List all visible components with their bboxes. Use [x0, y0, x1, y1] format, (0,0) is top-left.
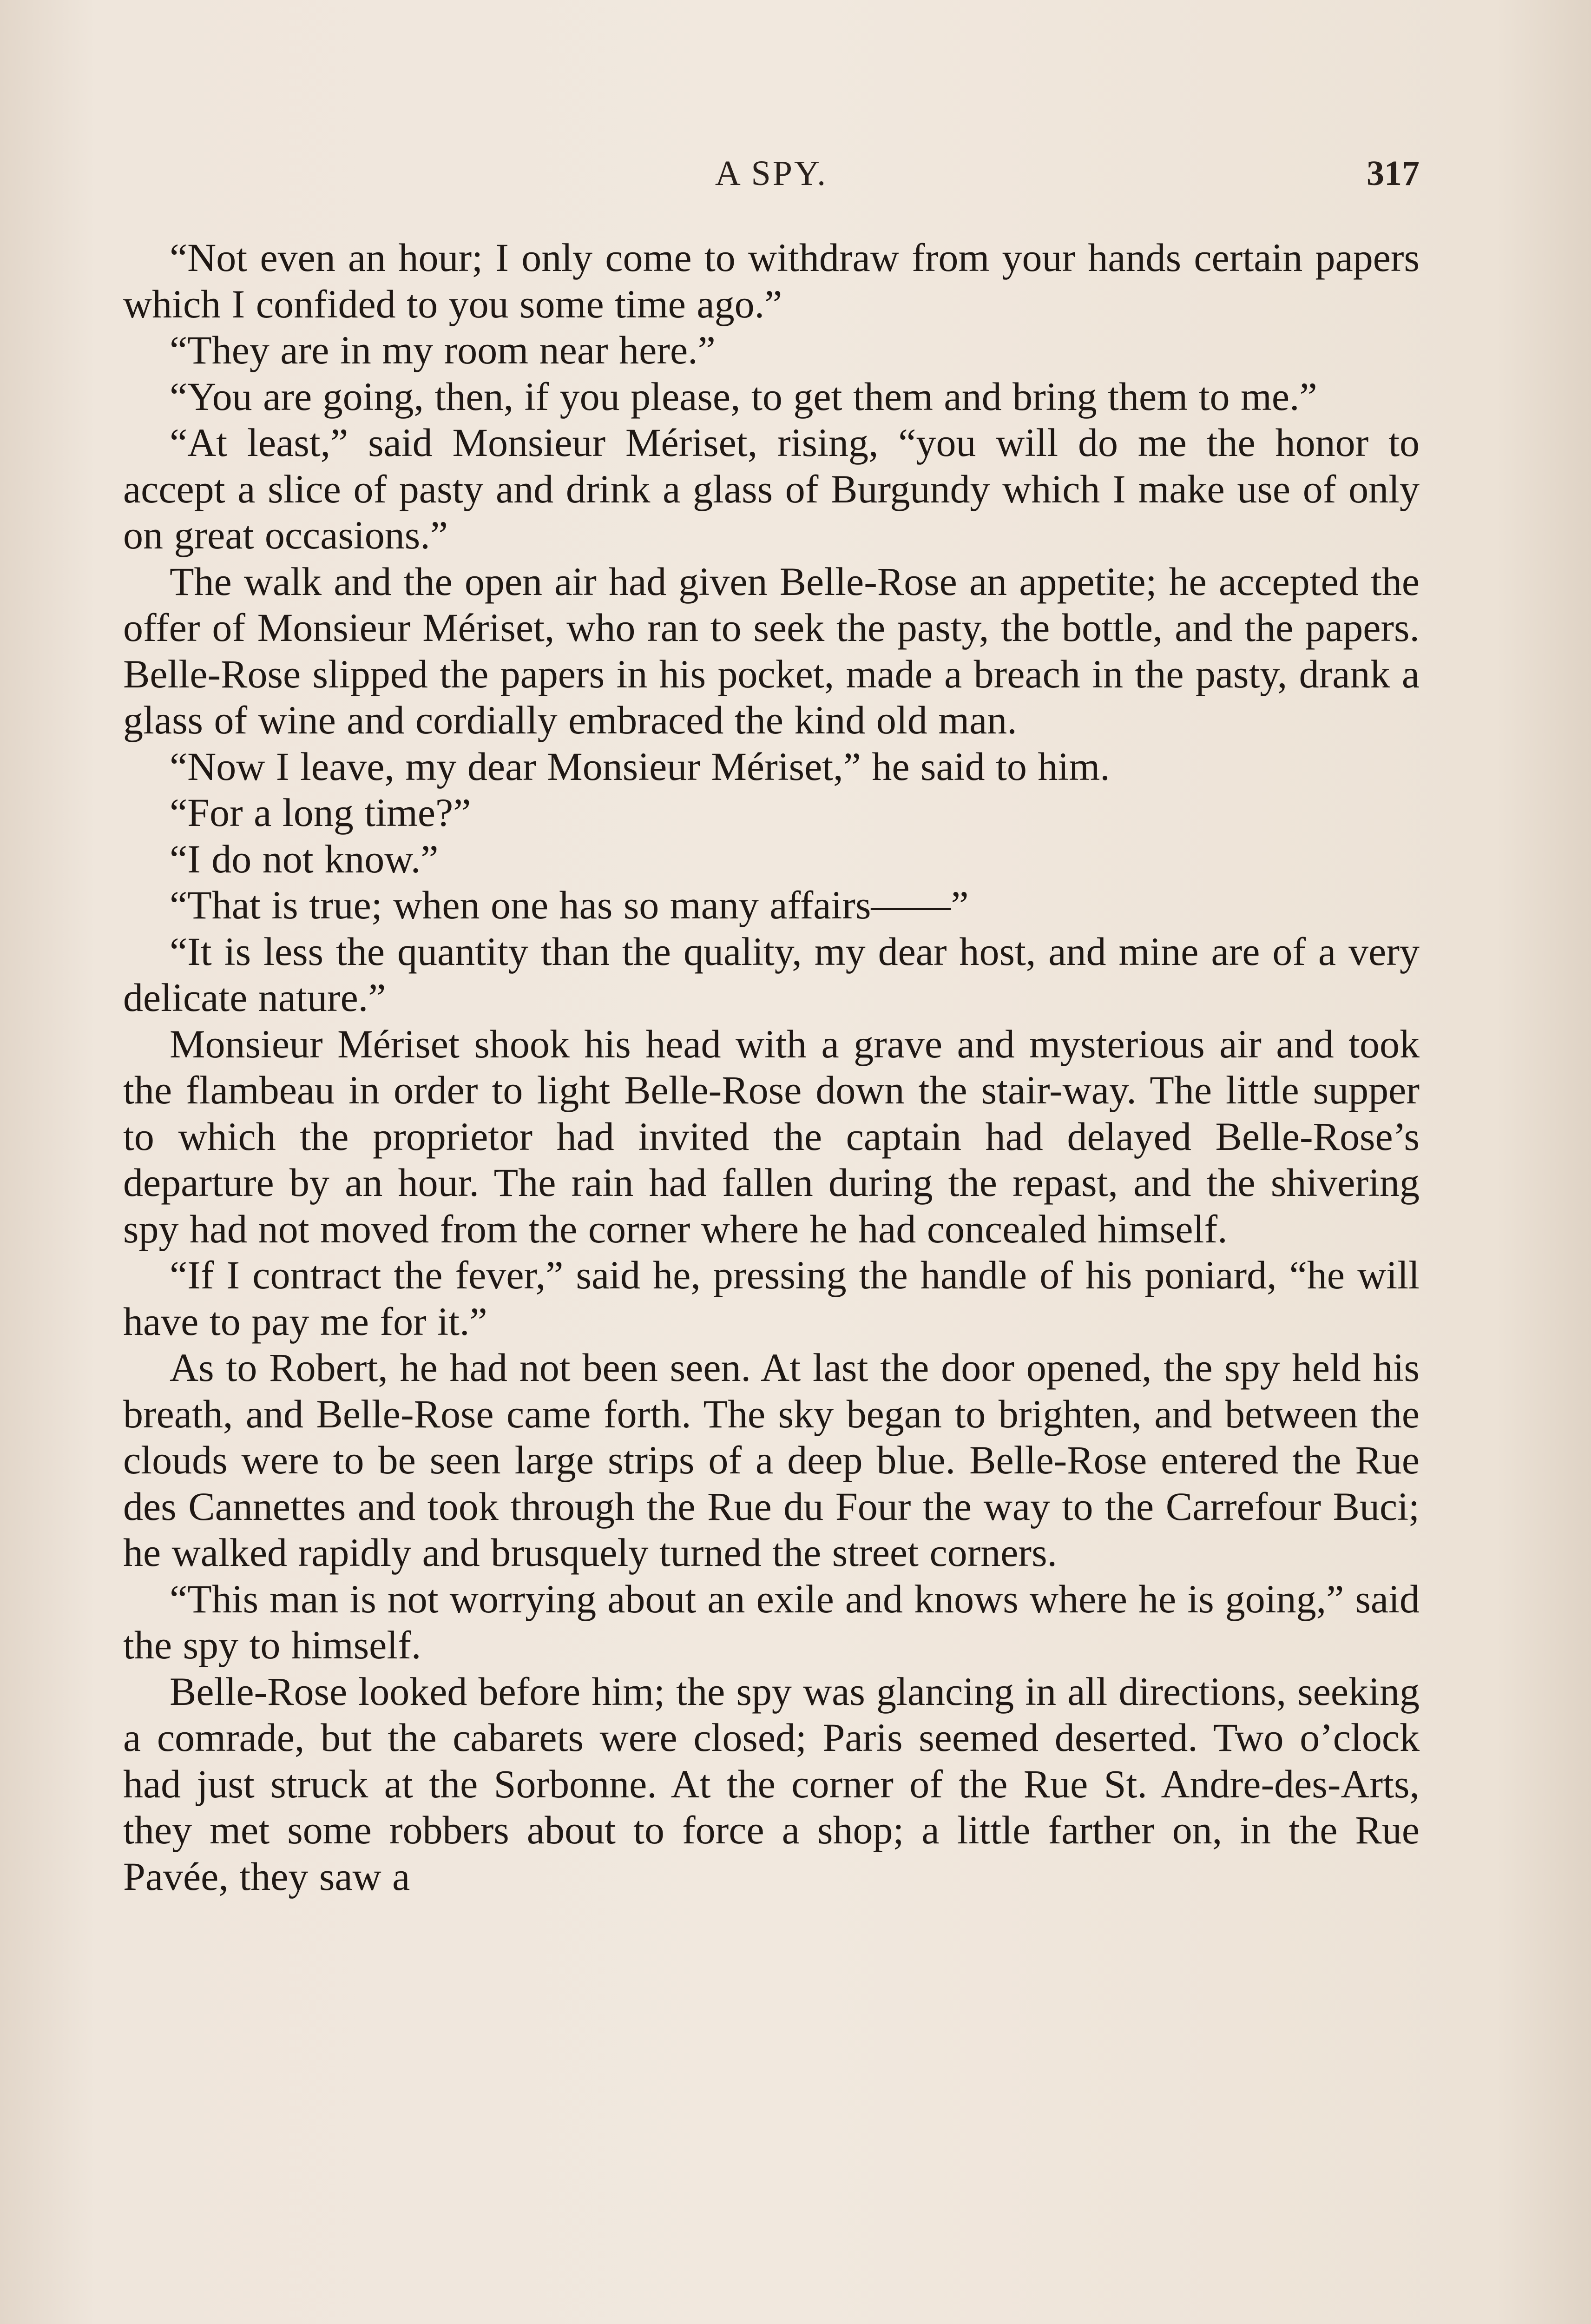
page-header	[123, 153, 1420, 209]
paragraph: “This man is not worrying about an exile and knows where he is going,” said the spy to himself.	[123, 1576, 1420, 1667]
paragraph: “Not even an hour; I only come to withdraw from your hands certain papers which I confided to you some time ago.”	[123, 235, 1420, 326]
page-number: 317	[1367, 154, 1420, 193]
paragraph: The walk and the open air had given Belle-Rose an appetite; he accepted the offer of Monsieur Mériset, who ran to seek the pasty, the bottle, and the papers. Belle-Rose slipped the papers in his pocket, made a breach in the pasty, drank a glass of wine and cordially embraced the kind old man.	[123, 559, 1420, 742]
paragraph: “If I contract the fever,” said he, pressing the handle of his poniard, “he will have to pay me for it.”	[123, 1253, 1420, 1344]
paragraph: As to Robert, he had not been seen. At last the door opened, the spy held his breath, and Belle-Rose came forth. The sky began to brighten, and between the clouds were to be seen large strips of a deep blue. Belle-Rose entered the Rue des Cannettes and took through the Rue du Four the way to the Carrefour Buci; he walked rapidly and brusquely turned the street corners.	[123, 1345, 1420, 1575]
paragraph: “It is less the quantity than the quality, my dear host, and mine are of a very delicate nature.”	[123, 929, 1420, 1020]
paragraph: “I do not know.”	[170, 836, 439, 881]
paragraph: “That is true; when one has so many affairs——”	[170, 883, 969, 927]
paragraph: “They are in my room near here.”	[170, 328, 716, 372]
paragraph: Belle-Rose looked before him; the spy was glancing in all directions, seeking a comrade, but the cabarets were closed; Paris seemed deserted. Two o’clock had just struck at the Sorbonne. At the corner of the Rue St. Andre-des-Arts, they met some robbers about to force a shop; a little farther on, in the Rue Pavée, they saw a	[123, 1669, 1420, 1899]
body-text	[123, 235, 1420, 1900]
running-title: A SPY.	[715, 154, 828, 193]
paragraph: “Now I leave, my dear Monsieur Mériset,” he said to him.	[170, 744, 1110, 789]
paragraph: Monsieur Mériset shook his head with a grave and mysterious air and took the flambeau in order to light Belle-Rose down the stair-way. The little supper to which the proprietor had invited the captain had delayed Belle-Rose’s departure by an hour. The rain had fallen during the repast, and the shivering spy had not moved from the corner where he had concealed himself.	[123, 1021, 1420, 1251]
paragraph: “At least,” said Monsieur Mériset, rising, “you will do me the honor to accept a slice of pasty and drink a glass of Burgundy which I make use of only on great occasions.”	[123, 420, 1420, 557]
paragraph: “You are going, then, if you please, to get them and bring them to me.”	[170, 374, 1317, 419]
paragraph: “For a long time?”	[170, 790, 471, 835]
